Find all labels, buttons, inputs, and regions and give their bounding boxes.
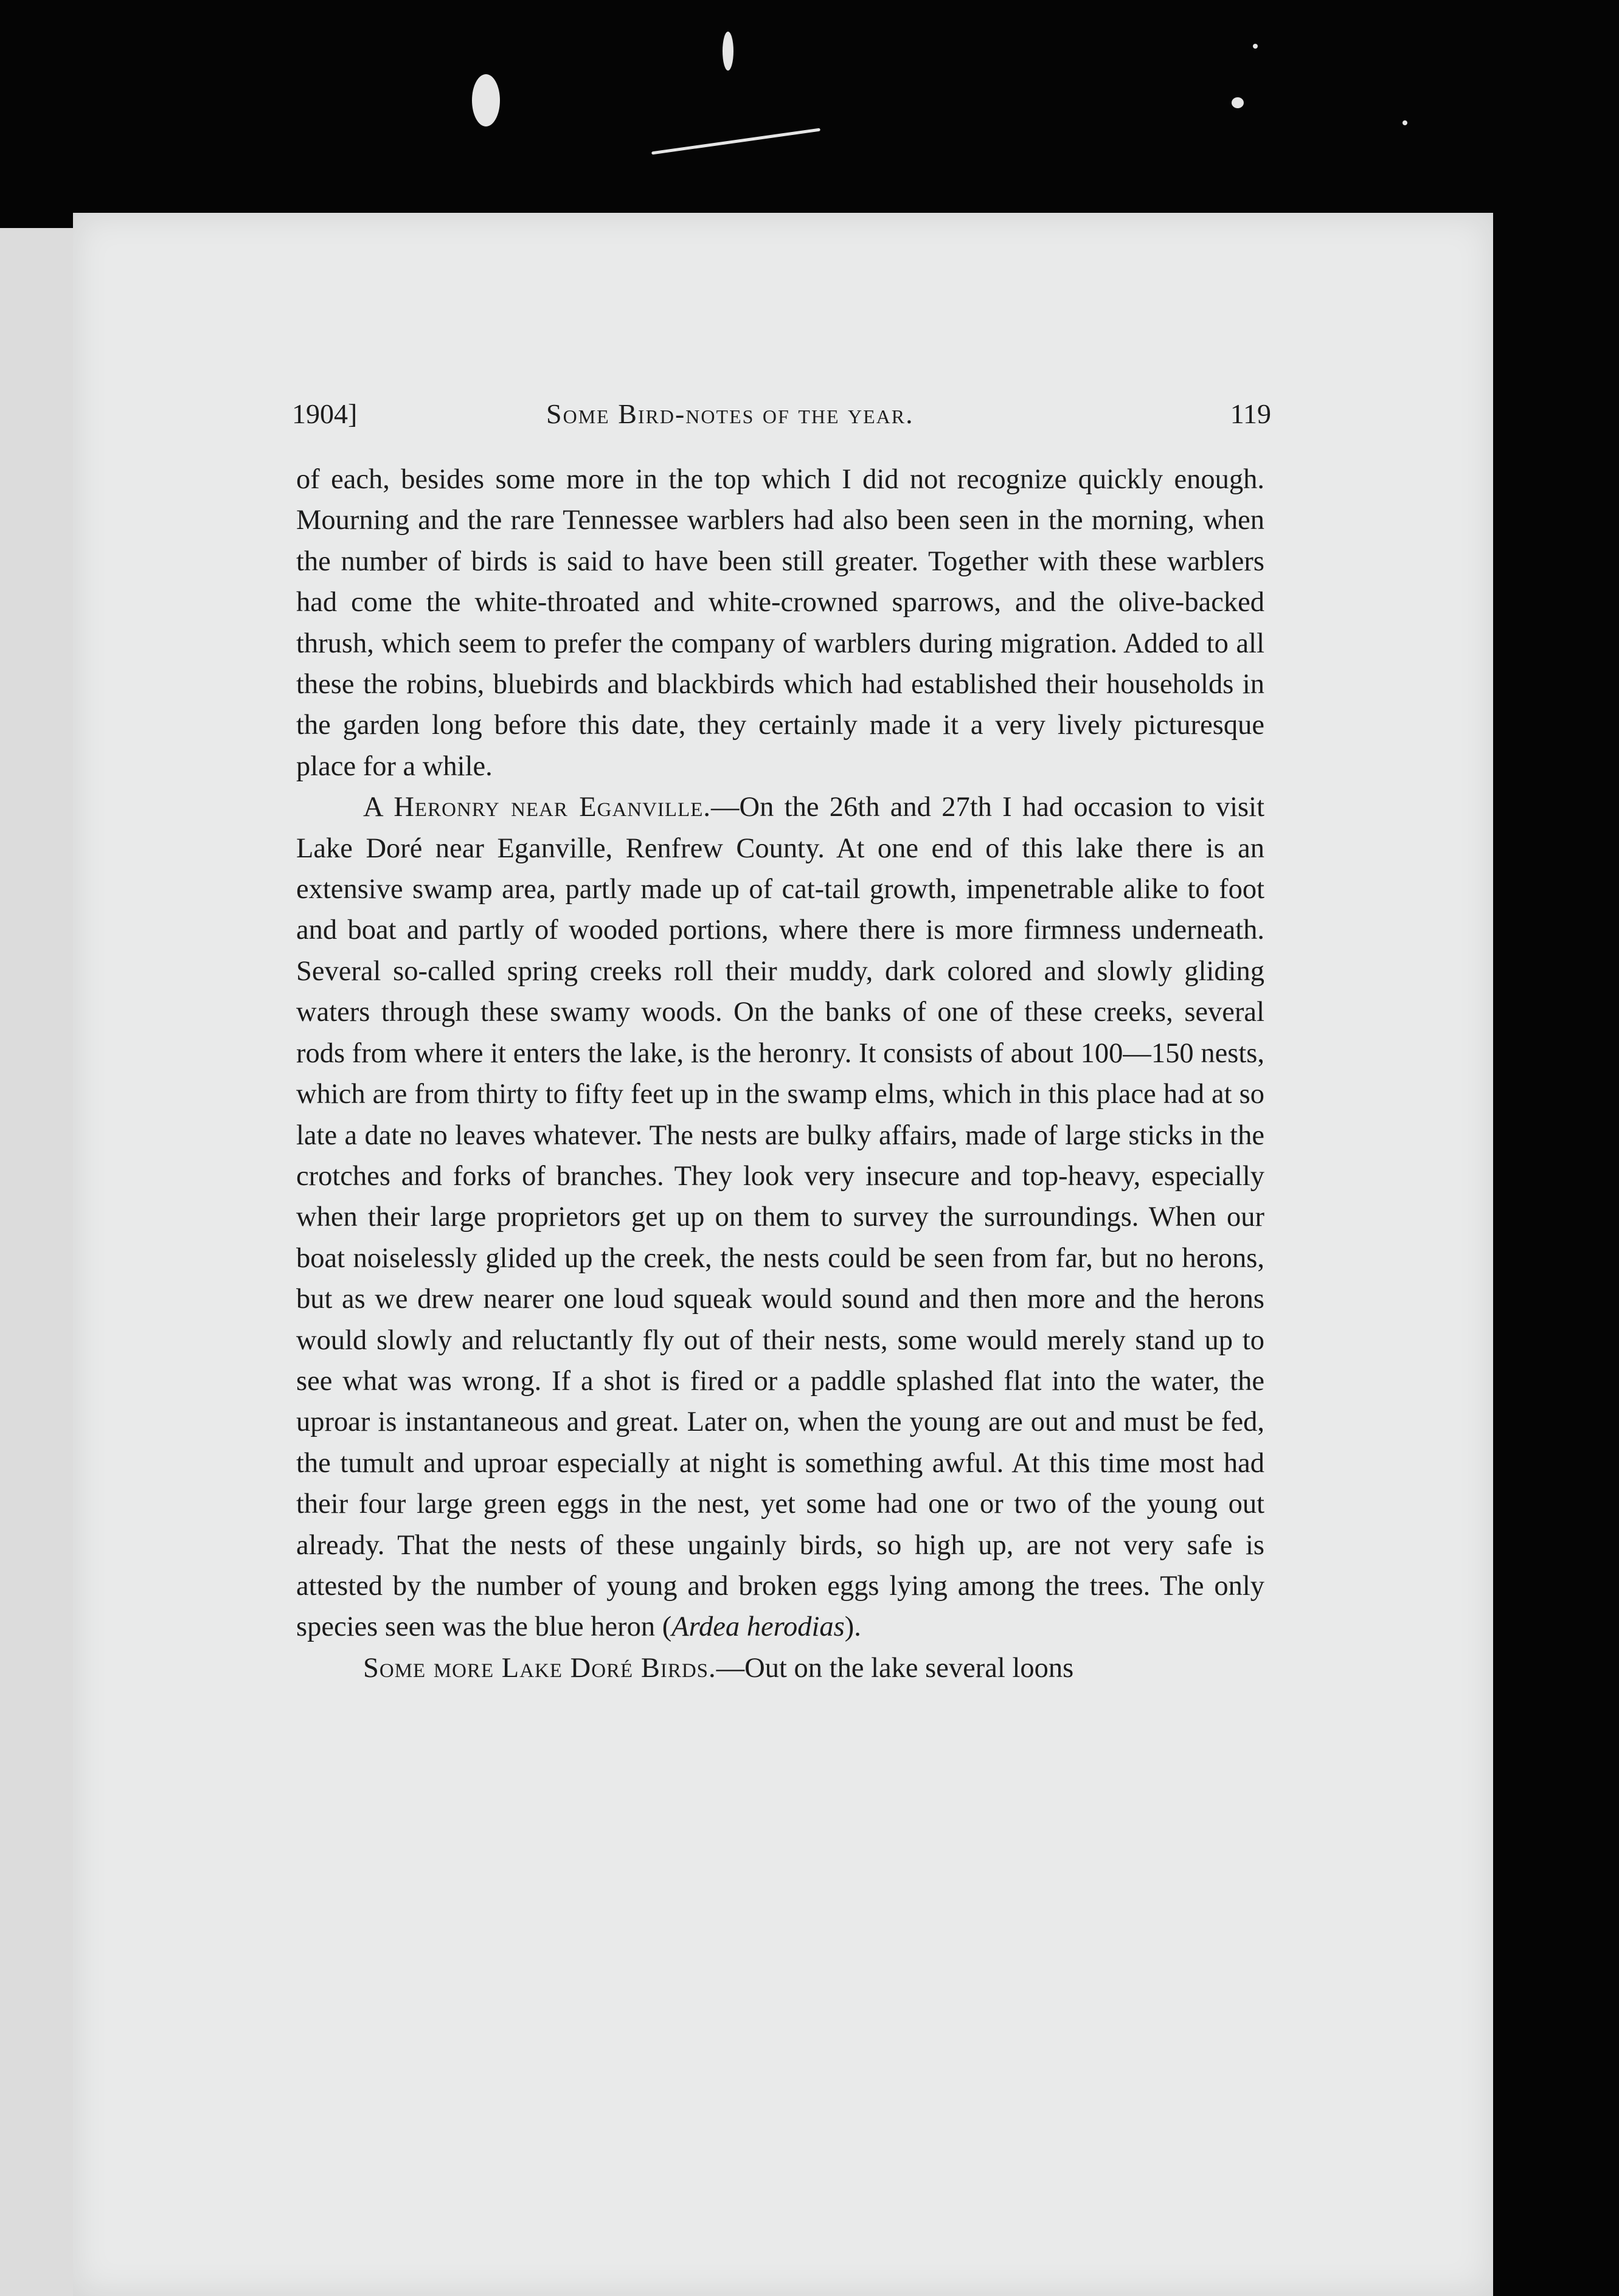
- film-speck: [1253, 44, 1258, 49]
- body-text: [296, 459, 1264, 1689]
- paragraph-continuation: [296, 459, 1264, 787]
- running-head-title: Some Bird-notes of the year.: [546, 398, 914, 429]
- film-speck: [472, 74, 500, 126]
- paragraph-text: —On the 26th and 27th I had occasion to visit Lake Doré near Eganville, Renfrew County. At one end of this lake there is an extensive swamp area, partly made up of cat-tail growth, impenetrable alike to foot and boat and partly of wooded portions, where there is more firmness underneath. Several so-called spring creeks roll their muddy, dark colored and slowly gliding waters through these swamy woods. On the banks of one of these creeks, several rods from where it enters the lake, is the heronry. It consists of about 100—150 nests, which are from thirty to fifty feet up in the swamp elms, which in this place had at so late a date no leaves whatever. The nests are bulky affairs, made of large sticks in the crotches and forks of branches. They look very insecure and top-heavy, especially when their large proprietors get up on them to survey the surroundings. When our boat noiselessly glided up the creek, the nests could be seen from far, but no herons, but as we drew nearer one loud squeak would sound and then more and the herons would slowly and reluctantly fly out of their nests, some would merely stand up to see what was wrong. If a shot is fired or a paddle splashed flat into the water, the uproar is instantaneous and great. Later on, when the young are out and must be fed, the tumult and uproar especially at night is something awful. At this time most had their four large green eggs in the nest, yet some had one or two of the young out already. That the nests of these ungainly birds, so high up, are not very safe is attested by the number of young and broken eggs lying among the trees. The only species seen was the blue heron (: [296, 792, 1264, 1643]
- paragraph-lake-dore: [296, 1648, 1264, 1689]
- film-speck: [1232, 97, 1244, 108]
- paragraph-heronry: [296, 787, 1264, 1648]
- paragraph-text: of each, besides some more in the top which I did not recognize quickly enough. Mourning and the rare Tennessee warblers had also been seen in the morning, when the number of birds is said to have been still greater. Together with these warblers had come the white-throated and white-crowned sparrows, and the olive-backed thrush, which seem to prefer the company of warblers during migration. Added to all these the robins, bluebirds and blackbirds which had established their households in the garden long before this date, they certainly made it a very lively picturesque place for a while.: [296, 464, 1264, 782]
- paragraph-text-end: ).: [844, 1611, 861, 1643]
- paragraph-text: —Out on the lake several loons: [716, 1652, 1074, 1684]
- running-head: [292, 390, 1271, 439]
- running-head-year: 1904]: [292, 398, 358, 429]
- page-number: 119: [1230, 398, 1271, 429]
- species-name: Ardea herodias: [671, 1611, 845, 1643]
- film-speck: [723, 32, 733, 71]
- section-heading: A Heronry near Eganville.: [363, 792, 712, 823]
- section-heading: Some more Lake Doré Birds.: [363, 1652, 716, 1684]
- film-speck: [1402, 120, 1407, 125]
